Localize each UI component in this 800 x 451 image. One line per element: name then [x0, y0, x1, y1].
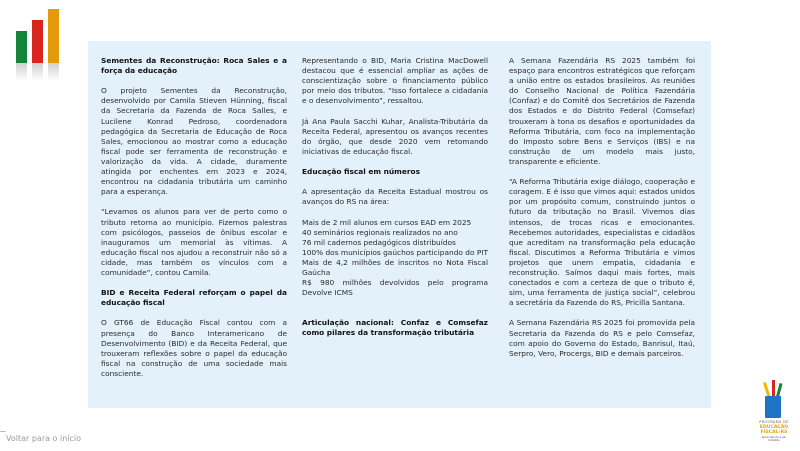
program-logo: [756, 380, 792, 440]
article-column-3: [509, 56, 695, 369]
article-column-1: [101, 56, 287, 389]
paragraph: A Semana Fazendária RS 2025 também foi espaço para encontros estratégicos que reforçam a união entre os estados brasileiros. As reuniões do Conselho Nacional de Política Fazendária (Confaz) e do Comitê dos Secretários de Fazenda dos Estados e do Distrito Federal (Comsefaz) trouxeram à tona os desafios e oportunidades da Reforma Tributária, com foco na implementação do Imposto sobre Bens e Serviços (IBS) e na construção de um modelo mais justo, transparente e eficiente.: [509, 56, 695, 166]
section-heading-numeros: Educação fiscal em números: [302, 167, 420, 177]
paragraph: A Semana Fazendária RS 2025 foi promovida pela Secretaria da Fazenda do RS e pelo Comsefaz, com apoio do Governo do Estado, Banrisul, Itaú, Serpro, Vero, Procergs, BID e demais parceiros.: [509, 318, 695, 358]
logo-bar-green: [16, 31, 27, 63]
article-column-2: [302, 56, 488, 349]
stats-list: [302, 218, 488, 299]
stat-item: 76 mil cadernos pedagógicos distribuídos: [302, 237, 456, 247]
program-logo-subtitle: Aprendendo a ser Cidadão: [761, 435, 787, 442]
stat-item: 40 seminários regionais realizados no ano: [302, 227, 458, 237]
quote-paragraph: “Levamos os alunos para ver de perto como o tributo retorna ao município. Fizemos palestras com psicólogos, passeios de ônibus escolar e inauguramos um memorial às vítimas. A educação fiscal nos ajudou a reconstruir não só a cidade, mas também os vínculos com a comunidade”, contou Camila.: [101, 207, 287, 277]
paragraph: Já Ana Paula Sacchi Kuhar, Analista-Tributária da Receita Federal, apresentou os avanços recentes do órgão, que desde 2020 vem retomando iniciativas de educação fiscal.: [302, 116, 488, 156]
stat-item: Mais de 2 mil alunos em cursos EAD em 2025: [302, 217, 472, 227]
paragraph: O projeto Sementes da Reconstrução, desenvolvido por Camila Stieven Hünning, fiscal da Secretaria da Fazenda de Roca Salles, e Lucilene Konrad Pedroso, coordenadora pedagógica da Secretaria de Educação de Roca Sales, emocionou ao mostrar como a educação fiscal pode ser ferramenta de reconstrução e valorização da vida. A cidade, duramente atingida por enchentes em 2023 e 2024, encontrou na cidadania tributária um caminho para a esperança.: [101, 86, 287, 197]
section-heading-sementes: Sementes da Reconstrução: Roca Sales e a força da educação: [101, 56, 287, 76]
article-panel: [88, 41, 711, 408]
program-logo-top-text: PROGRAMA DE: [759, 420, 789, 424]
back-to-start-link[interactable]: Voltar para o início: [6, 434, 82, 443]
logo-bar-red: [32, 20, 43, 63]
pencil-cup-icon: [765, 396, 781, 418]
stat-item: Mais de 4,2 milhões de inscritos no Nota Fiscal Gaúcha: [302, 257, 488, 277]
bar-chart-logo: [14, 8, 64, 83]
stat-item: 100% dos municípios gaúchos participando do PIT: [302, 247, 488, 257]
section-heading-articulacao: Articulação nacional: Confaz e Comsefaz como pilares da transformação tributária: [302, 318, 488, 338]
logo-bar-orange: [48, 9, 59, 63]
paragraph: A apresentação da Receita Estadual mostrou os avanços do RS na área:: [302, 187, 488, 207]
divider: [0, 431, 6, 432]
paragraph: O GT66 de Educação Fiscal contou com a presença do Banco Interamericano de Desenvolvimento (BID) e da Receita Federal, que trouxeram reflexões sobre o papel da educação fiscal na construção de uma sociedade mais consciente.: [101, 318, 287, 378]
section-heading-bid: BID e Receita Federal reforçam o papel da educação fiscal: [101, 288, 287, 308]
stat-item: R$ 980 milhões devolvidos pelo programa Devolve ICMS: [302, 278, 488, 298]
program-logo-title: EDUCAÇÃO FISCAL-RS: [759, 425, 789, 435]
paragraph: Representando o BID, Maria Cristina MacDowell destacou que é essencial ampliar as ações de conscientização sobre o financiamento público por meio dos tributos. “Isso fortalece a cidadania e o desenvolvimento”, ressaltou.: [302, 56, 488, 106]
quote-paragraph: “A Reforma Tributária exige diálogo, cooperação e coragem. E é isso que vimos aqui: estados unidos por um propósito comum, construindo juntos o futuro da tributação no Brasil. Vivemos dias intensos, de trocas ricas e emocionantes. Recebemos autoridades, especialistas e cidadãos que acreditam na transformação pela educação fiscal. Discutimos a Reforma Tributária e vimos projetos que unem empatia, cidadania e reconstrução. Saímos daqui mais fortes, mais conectados e com a certeza de que o tributo é, sim, uma ferramenta de justiça social”, celebrou a secretária da Fazenda do RS, Pricilla Santana.: [509, 177, 695, 308]
